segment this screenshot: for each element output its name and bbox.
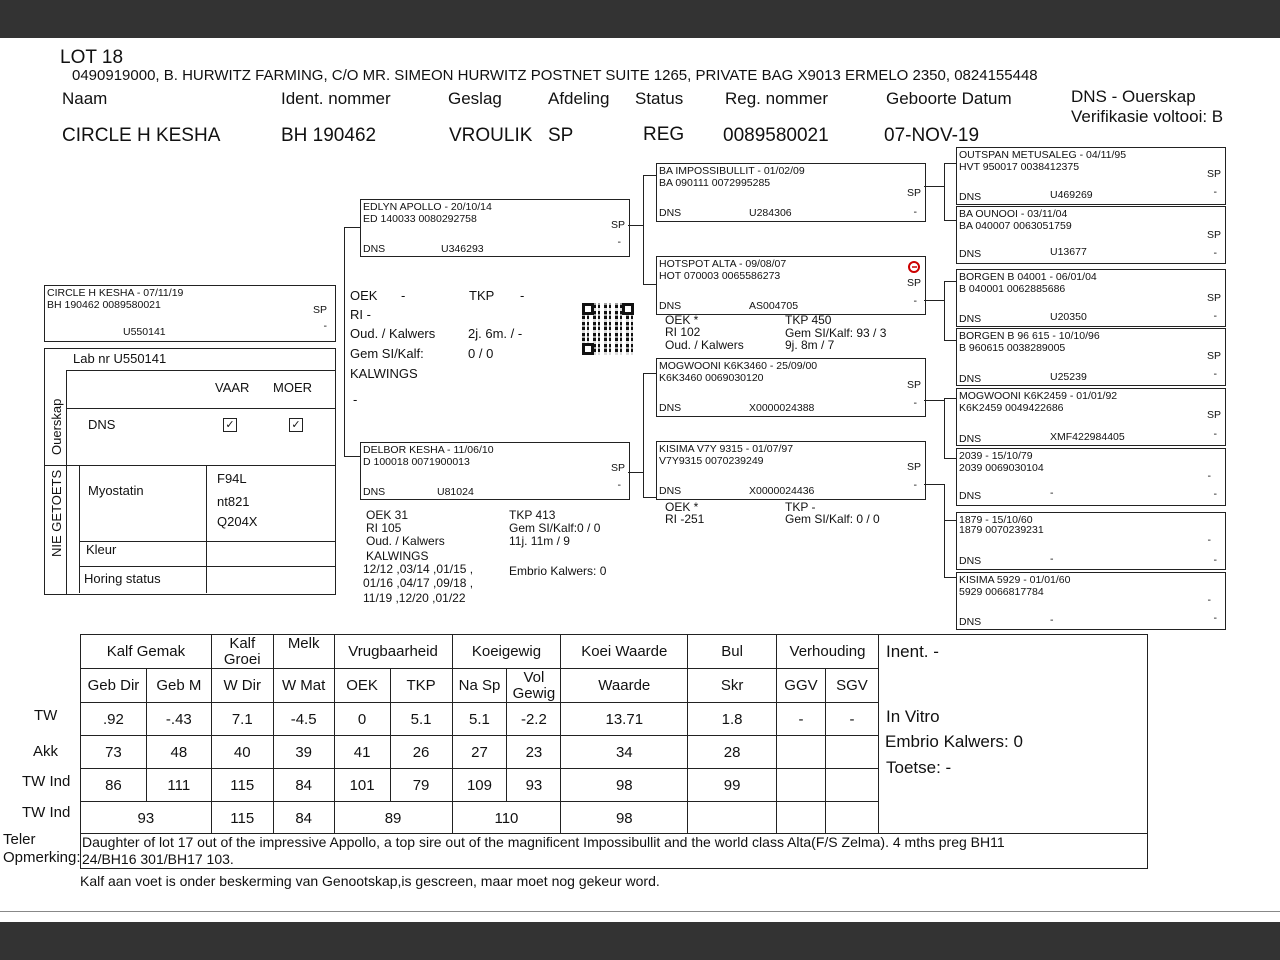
table-cell: 28 xyxy=(688,736,777,769)
table-cell: 27 xyxy=(452,736,507,769)
alta-oud: Oud. / Kalwers xyxy=(665,338,744,352)
dam-oud-value: 11j. 11m / 9 xyxy=(509,534,570,548)
col-header: SGV xyxy=(825,669,878,703)
kisima-oek: OEK * xyxy=(665,500,699,514)
alta-oud-value: 9j. 8m / 7 xyxy=(785,338,835,352)
table-cell xyxy=(825,736,878,769)
ggp-id: 2039 0069030104 xyxy=(959,462,1044,474)
sire-sp: SP xyxy=(610,219,625,231)
gp-id: V7Y9315 0070239249 xyxy=(659,455,764,467)
moer-checkbox: ✓ xyxy=(289,418,303,432)
dam-code: U81024 xyxy=(437,486,474,498)
gp-title: KISIMA V7Y 9315 - 01/07/97 xyxy=(659,443,794,455)
col-header: Skr xyxy=(688,669,777,703)
table-cell: 98 xyxy=(561,769,688,802)
animal-afdeling: SP xyxy=(548,125,574,146)
kisima-gem: Gem SI/Kalf: 0 / 0 xyxy=(785,512,880,526)
ggp-dns: DNS xyxy=(959,555,982,567)
self-oek-label: OEK xyxy=(350,288,378,303)
gp-box-alta xyxy=(656,256,926,315)
dam-gem: Gem SI/Kalf:0 / 0 xyxy=(509,521,601,535)
gp-code: AS004705 xyxy=(749,300,799,312)
lab-horing: Horing status xyxy=(84,571,161,586)
row-label-twind-2: TW Ind xyxy=(22,804,71,821)
ggp-dash: - xyxy=(1213,428,1217,440)
ggp-code: - xyxy=(1050,553,1054,565)
gp-dns: DNS xyxy=(659,485,682,497)
lab-nie-getoets: NIE GETOETS xyxy=(49,469,64,557)
ggp-dash-2: - xyxy=(1213,612,1217,624)
self-kalwings-value: - xyxy=(353,392,358,407)
ggp-dash-2: - xyxy=(1213,488,1217,500)
self-kalwings: KALWINGS xyxy=(350,366,418,381)
ggp-code: U13677 xyxy=(1050,246,1087,258)
table-cell: 99 xyxy=(688,769,777,802)
col-header: Waarde xyxy=(561,669,688,703)
ggp-dash: - xyxy=(1213,368,1217,380)
alta-oek: OEK * xyxy=(665,313,699,327)
group-bul: Bul xyxy=(688,635,777,669)
table-cell: 93 xyxy=(81,802,212,835)
ggp-title: BA OUNOOI - 03/11/04 xyxy=(959,208,1068,220)
table-cell: -.43 xyxy=(146,703,211,736)
table-cell: 1.8 xyxy=(688,703,777,736)
ggp-code: U25239 xyxy=(1050,371,1087,383)
self-oek-value: - xyxy=(401,288,406,303)
sire-title: EDLYN APOLLO - 20/10/14 xyxy=(363,201,492,213)
sire-id: ED 140033 0080292758 xyxy=(363,213,477,225)
table-cell: 40 xyxy=(211,736,273,769)
remarks-opmerking: Opmerking: xyxy=(3,849,81,866)
table-cell: 26 xyxy=(390,736,452,769)
table-cell: 93 xyxy=(507,769,561,802)
ggp-sp: SP xyxy=(1206,409,1221,421)
lab-vaar: VAAR xyxy=(215,380,250,395)
table-cell: 23 xyxy=(507,736,561,769)
vaar-checkbox: ✓ xyxy=(223,418,237,432)
dam-oek: OEK 31 xyxy=(366,508,409,522)
ggp-box-2039 xyxy=(956,448,1226,506)
table-cell xyxy=(776,769,825,802)
gp-id: BA 090111 0072995285 xyxy=(659,177,771,189)
header-geboorte: Geboorte Datum xyxy=(886,89,1012,108)
lot-number: LOT 18 xyxy=(60,47,124,68)
gp-dns: DNS xyxy=(659,402,682,414)
col-header: Geb M xyxy=(146,669,211,703)
ggp-sp: SP xyxy=(1206,168,1221,180)
self-title: CIRCLE H KESHA - 07/11/19 xyxy=(47,287,184,299)
gp-dash: - xyxy=(913,295,917,307)
ggp-dns: DNS xyxy=(959,313,982,325)
gp-id: HOT 070003 0065586273 xyxy=(659,270,781,282)
table-cell: 48 xyxy=(146,736,211,769)
table-row-twind-combined xyxy=(81,802,879,835)
table-cell: 5.1 xyxy=(390,703,452,736)
gp-sp: SP xyxy=(906,461,921,473)
dam-tkp: TKP 413 xyxy=(509,508,556,522)
table-cell: 111 xyxy=(146,769,211,802)
table-cell: 115 xyxy=(211,802,273,835)
ggp-code: XMF422984405 xyxy=(1050,431,1125,443)
side-embrio: Embrio Kalwers: 0 xyxy=(885,732,1023,751)
gp-dns: DNS xyxy=(659,300,682,312)
ggp-box-kisima-5929 xyxy=(956,572,1226,630)
remarks-text-2: 24/BH16 301/BH17 103. xyxy=(82,851,234,867)
table-cell xyxy=(688,802,777,835)
dam-box xyxy=(360,442,630,500)
gp-code: X0000024436 xyxy=(749,485,815,497)
table-cell: - xyxy=(825,703,878,736)
top-bar xyxy=(0,0,1280,38)
sire-dns: DNS xyxy=(363,243,386,255)
alta-gem: Gem SI/Kalf: 93 / 3 xyxy=(785,326,887,340)
ggp-title: 2039 - 15/10/79 xyxy=(959,450,1033,462)
gp-sp: SP xyxy=(906,187,921,199)
ggp-box-borgen-04001 xyxy=(956,269,1226,327)
gp-box-impossibullit xyxy=(656,163,926,222)
ggp-title: BORGEN B 96 615 - 10/10/96 xyxy=(959,330,1100,342)
ggp-id: 5929 0066817784 xyxy=(959,586,1044,598)
ggp-dash: - xyxy=(1207,534,1211,546)
col-header: TKP xyxy=(390,669,452,703)
ggp-dash-2: - xyxy=(1213,554,1217,566)
self-sp: SP xyxy=(312,304,327,316)
gp-box-kisima xyxy=(656,441,926,500)
animal-ident: BH 190462 xyxy=(281,125,377,146)
table-cell: 110 xyxy=(452,802,561,835)
table-cell: 84 xyxy=(273,769,334,802)
table-cell: 73 xyxy=(81,736,147,769)
self-id: BH 190462 0089580021 xyxy=(47,299,161,311)
dam-kalwings-2: 01/16 ,04/17 ,09/18 , xyxy=(363,576,474,590)
gp-code: U284306 xyxy=(749,207,792,219)
table-row-tw xyxy=(81,703,879,736)
gp-title: BA IMPOSSIBULLIT - 01/02/09 xyxy=(659,165,805,177)
dam-ri: RI 105 xyxy=(366,521,402,535)
lab-dns: DNS xyxy=(88,417,116,432)
col-header: W Dir xyxy=(211,669,273,703)
gp-dash: - xyxy=(913,206,917,218)
gp-sp: SP xyxy=(906,277,921,289)
lab-ouerskap: Ouerskap xyxy=(49,398,64,455)
table-cell xyxy=(825,802,878,835)
table-cell: 39 xyxy=(273,736,334,769)
remarks-teler: Teler xyxy=(3,831,36,848)
gp-id: K6K3460 0069030120 xyxy=(659,372,764,384)
header-reg: Reg. nommer xyxy=(725,89,828,108)
table-cell: 109 xyxy=(452,769,507,802)
sire-code: U346293 xyxy=(441,243,484,255)
dam-dash: - xyxy=(617,479,621,491)
gp-title: MOGWOONI K6K3460 - 25/09/00 xyxy=(659,360,818,372)
table-cell: - xyxy=(776,703,825,736)
ggp-title: BORGEN B 04001 - 06/01/04 xyxy=(959,271,1097,283)
qr-code xyxy=(582,303,634,355)
dam-kalwings: KALWINGS xyxy=(366,549,429,563)
myo-q204x: Q204X xyxy=(217,514,258,529)
table-cell: 34 xyxy=(561,736,688,769)
alta-tkp: TKP 450 xyxy=(785,313,832,327)
row-label-akk: Akk xyxy=(33,743,59,760)
table-cell xyxy=(776,802,825,835)
gp-code: X0000024388 xyxy=(749,402,815,414)
myo-f94l: F94L xyxy=(217,471,247,486)
ggp-id: B 960615 0038289005 xyxy=(959,342,1066,354)
self-oud-value: 2j. 6m. / - xyxy=(468,326,523,341)
ggp-dns: DNS xyxy=(959,490,982,502)
ggp-box-ounooi xyxy=(956,206,1226,264)
kisima-ri: RI -251 xyxy=(665,512,705,526)
table-cell xyxy=(776,736,825,769)
self-tkp-value: - xyxy=(520,288,525,303)
header-ident: Ident. nommer xyxy=(281,89,391,108)
table-cell: 41 xyxy=(334,736,390,769)
ggp-code: U469269 xyxy=(1050,189,1093,201)
ggp-sp: SP xyxy=(1206,292,1221,304)
sire-dash: - xyxy=(617,236,621,248)
col-header: OEK xyxy=(334,669,390,703)
lab-nr: Lab nr U550141 xyxy=(73,351,167,366)
ggp-id: K6K2459 0049422686 xyxy=(959,402,1064,414)
table-cell: 86 xyxy=(81,769,147,802)
table-cell: -4.5 xyxy=(273,703,334,736)
ggp-title: KISIMA 5929 - 01/01/60 xyxy=(959,574,1071,586)
group-verhouding: Verhouding xyxy=(776,635,878,669)
group-kalf-groei: Kalf Groei xyxy=(211,635,273,669)
animal-geslag: VROULIK xyxy=(449,125,533,146)
footer-divider xyxy=(0,911,1280,912)
ggp-dns: DNS xyxy=(959,191,982,203)
ggp-title: OUTSPAN METUSALEG - 04/11/95 xyxy=(959,149,1127,161)
table-cell: 0 xyxy=(334,703,390,736)
ggp-id: 1879 0070239231 xyxy=(959,524,1044,536)
lab-kleur: Kleur xyxy=(86,542,117,557)
lab-moer: MOER xyxy=(273,380,312,395)
ggp-box-1879 xyxy=(956,512,1226,570)
alta-ri: RI 102 xyxy=(665,325,701,339)
ggp-dns: DNS xyxy=(959,248,982,260)
gp-dash: - xyxy=(913,479,917,491)
dam-kalwings-3: 11/19 ,12/20 ,01/22 xyxy=(363,591,466,605)
ggp-dash: - xyxy=(1213,247,1217,259)
side-inent: Inent. - xyxy=(886,642,939,661)
ggp-title: 1879 - 15/10/60 xyxy=(959,514,1033,526)
table-cell: 115 xyxy=(211,769,273,802)
ggp-id: HVT 950017 0038412375 xyxy=(959,161,1080,173)
animal-geboorte: 07-NOV-19 xyxy=(884,125,980,146)
gp-title: HOTSPOT ALTA - 09/08/07 xyxy=(659,258,787,270)
ggp-sp: SP xyxy=(1206,229,1221,241)
side-invitro: In Vitro xyxy=(886,707,940,726)
table-cell: 101 xyxy=(334,769,390,802)
ggp-dns: DNS xyxy=(959,373,982,385)
kisima-tkp: TKP - xyxy=(785,500,816,514)
table-cell: -2.2 xyxy=(507,703,561,736)
self-oud-label: Oud. / Kalwers xyxy=(350,326,436,341)
group-koeigewig: Koeigewig xyxy=(452,635,561,669)
remarks-footer: Kalf aan voet is onder beskerming van Genootskap,is gescreen, maar moet nog gekeur word. xyxy=(80,873,660,889)
animal-reg: 0089580021 xyxy=(723,125,829,146)
myo-nt821: nt821 xyxy=(217,494,250,509)
table-cell: 89 xyxy=(334,802,452,835)
table-cell: 13.71 xyxy=(561,703,688,736)
ggp-box-metusaleg xyxy=(956,147,1226,205)
group-koei-waarde: Koei Waarde xyxy=(561,635,688,669)
group-kalf-gemak: Kalf Gemak xyxy=(81,635,212,669)
col-header: W Mat xyxy=(273,669,334,703)
header-dns: DNS - Ouerskap xyxy=(1071,87,1196,106)
table-cell: .92 xyxy=(81,703,147,736)
animal-naam: CIRCLE H KESHA xyxy=(62,125,221,146)
col-header: Vol Gewig xyxy=(507,669,561,703)
ggp-title: MOGWOONI K6K2459 - 01/01/92 xyxy=(959,390,1118,402)
side-toetse: Toetse: - xyxy=(886,758,952,777)
header-geslag: Geslag xyxy=(448,89,502,108)
remarks-text-1: Daughter of lot 17 out of the impressive Appollo, a top sire out of the magnificent Impossibullit and the world class Alta(F/S Zelma). 4 mths preg BH11 xyxy=(82,834,1005,850)
dam-kalwings-1: 12/12 ,03/14 ,01/15 , xyxy=(363,562,474,576)
group-header-row xyxy=(81,635,879,669)
table-cell: 7.1 xyxy=(211,703,273,736)
ggp-dash: - xyxy=(1213,186,1217,198)
ggp-sp: SP xyxy=(1206,350,1221,362)
table-row-twind xyxy=(81,769,879,802)
col-header: Geb Dir xyxy=(81,669,147,703)
col-header: GGV xyxy=(776,669,825,703)
header-naam: Naam xyxy=(62,89,108,108)
owner-line: 0490919000, B. HURWITZ FARMING, C/O MR. SIMEON HURWITZ POSTNET SUITE 1265, PRIVATE BAG X9013 ERMELO 2350, 0824155448 xyxy=(72,67,1038,84)
group-vrugbaarheid: Vrugbaarheid xyxy=(334,635,452,669)
breeding-values-table xyxy=(80,634,879,835)
group-melk: Melk xyxy=(273,635,334,669)
dam-id: D 100018 0071900013 xyxy=(363,456,470,468)
gp-box-mogwooni xyxy=(656,358,926,417)
dam-dns: DNS xyxy=(363,486,386,498)
lab-myostatin: Myostatin xyxy=(88,483,144,498)
self-ri: RI - xyxy=(350,307,371,322)
self-code: U550141 xyxy=(123,326,166,338)
self-dash: - xyxy=(323,320,327,332)
header-afdeling: Afdeling xyxy=(548,89,610,108)
ggp-box-mogwooni-k6k2459 xyxy=(956,388,1226,446)
ggp-dns: DNS xyxy=(959,616,982,628)
gp-dns: DNS xyxy=(659,207,682,219)
dam-oud: Oud. / Kalwers xyxy=(366,534,445,548)
ggp-dash: - xyxy=(1213,310,1217,322)
ggp-dns: DNS xyxy=(959,433,982,445)
animal-status: REG xyxy=(643,124,685,145)
gp-dash: - xyxy=(913,397,917,409)
header-verifikasie: Verifikasie voltooi: B xyxy=(1071,107,1224,126)
ggp-code: - xyxy=(1050,614,1054,626)
dam-embrio: Embrio Kalwers: 0 xyxy=(509,564,607,578)
gp-sp: SP xyxy=(906,379,921,391)
column-header-row xyxy=(81,669,879,703)
table-cell: 79 xyxy=(390,769,452,802)
self-gem-label: Gem SI/Kalf: xyxy=(350,346,424,361)
ggp-id: B 040001 0062885686 xyxy=(959,283,1066,295)
self-tkp-label: TKP xyxy=(469,288,495,303)
row-label-twind: TW Ind xyxy=(22,773,71,790)
dam-title: DELBOR KESHA - 11/06/10 xyxy=(363,444,494,456)
ggp-dash: - xyxy=(1207,470,1211,482)
table-cell: 84 xyxy=(273,802,334,835)
ggp-box-borgen-96615 xyxy=(956,328,1226,386)
table-cell xyxy=(825,769,878,802)
bottom-bar xyxy=(0,922,1280,960)
dam-sp: SP xyxy=(610,462,625,474)
ggp-code: U20350 xyxy=(1050,311,1087,323)
table-cell: 5.1 xyxy=(452,703,507,736)
self-pedigree-box xyxy=(44,285,336,342)
sire-box xyxy=(360,199,630,257)
col-header: Na Sp xyxy=(452,669,507,703)
row-label-tw: TW xyxy=(34,707,58,724)
self-gem-value: 0 / 0 xyxy=(468,346,494,361)
table-row-akk xyxy=(81,736,879,769)
seal-icon xyxy=(907,260,923,274)
ggp-dash: - xyxy=(1207,594,1211,606)
header-status: Status xyxy=(635,89,684,108)
ggp-id: BA 040007 0063051759 xyxy=(959,220,1072,232)
ggp-code: - xyxy=(1050,487,1054,499)
table-cell: 98 xyxy=(561,802,688,835)
